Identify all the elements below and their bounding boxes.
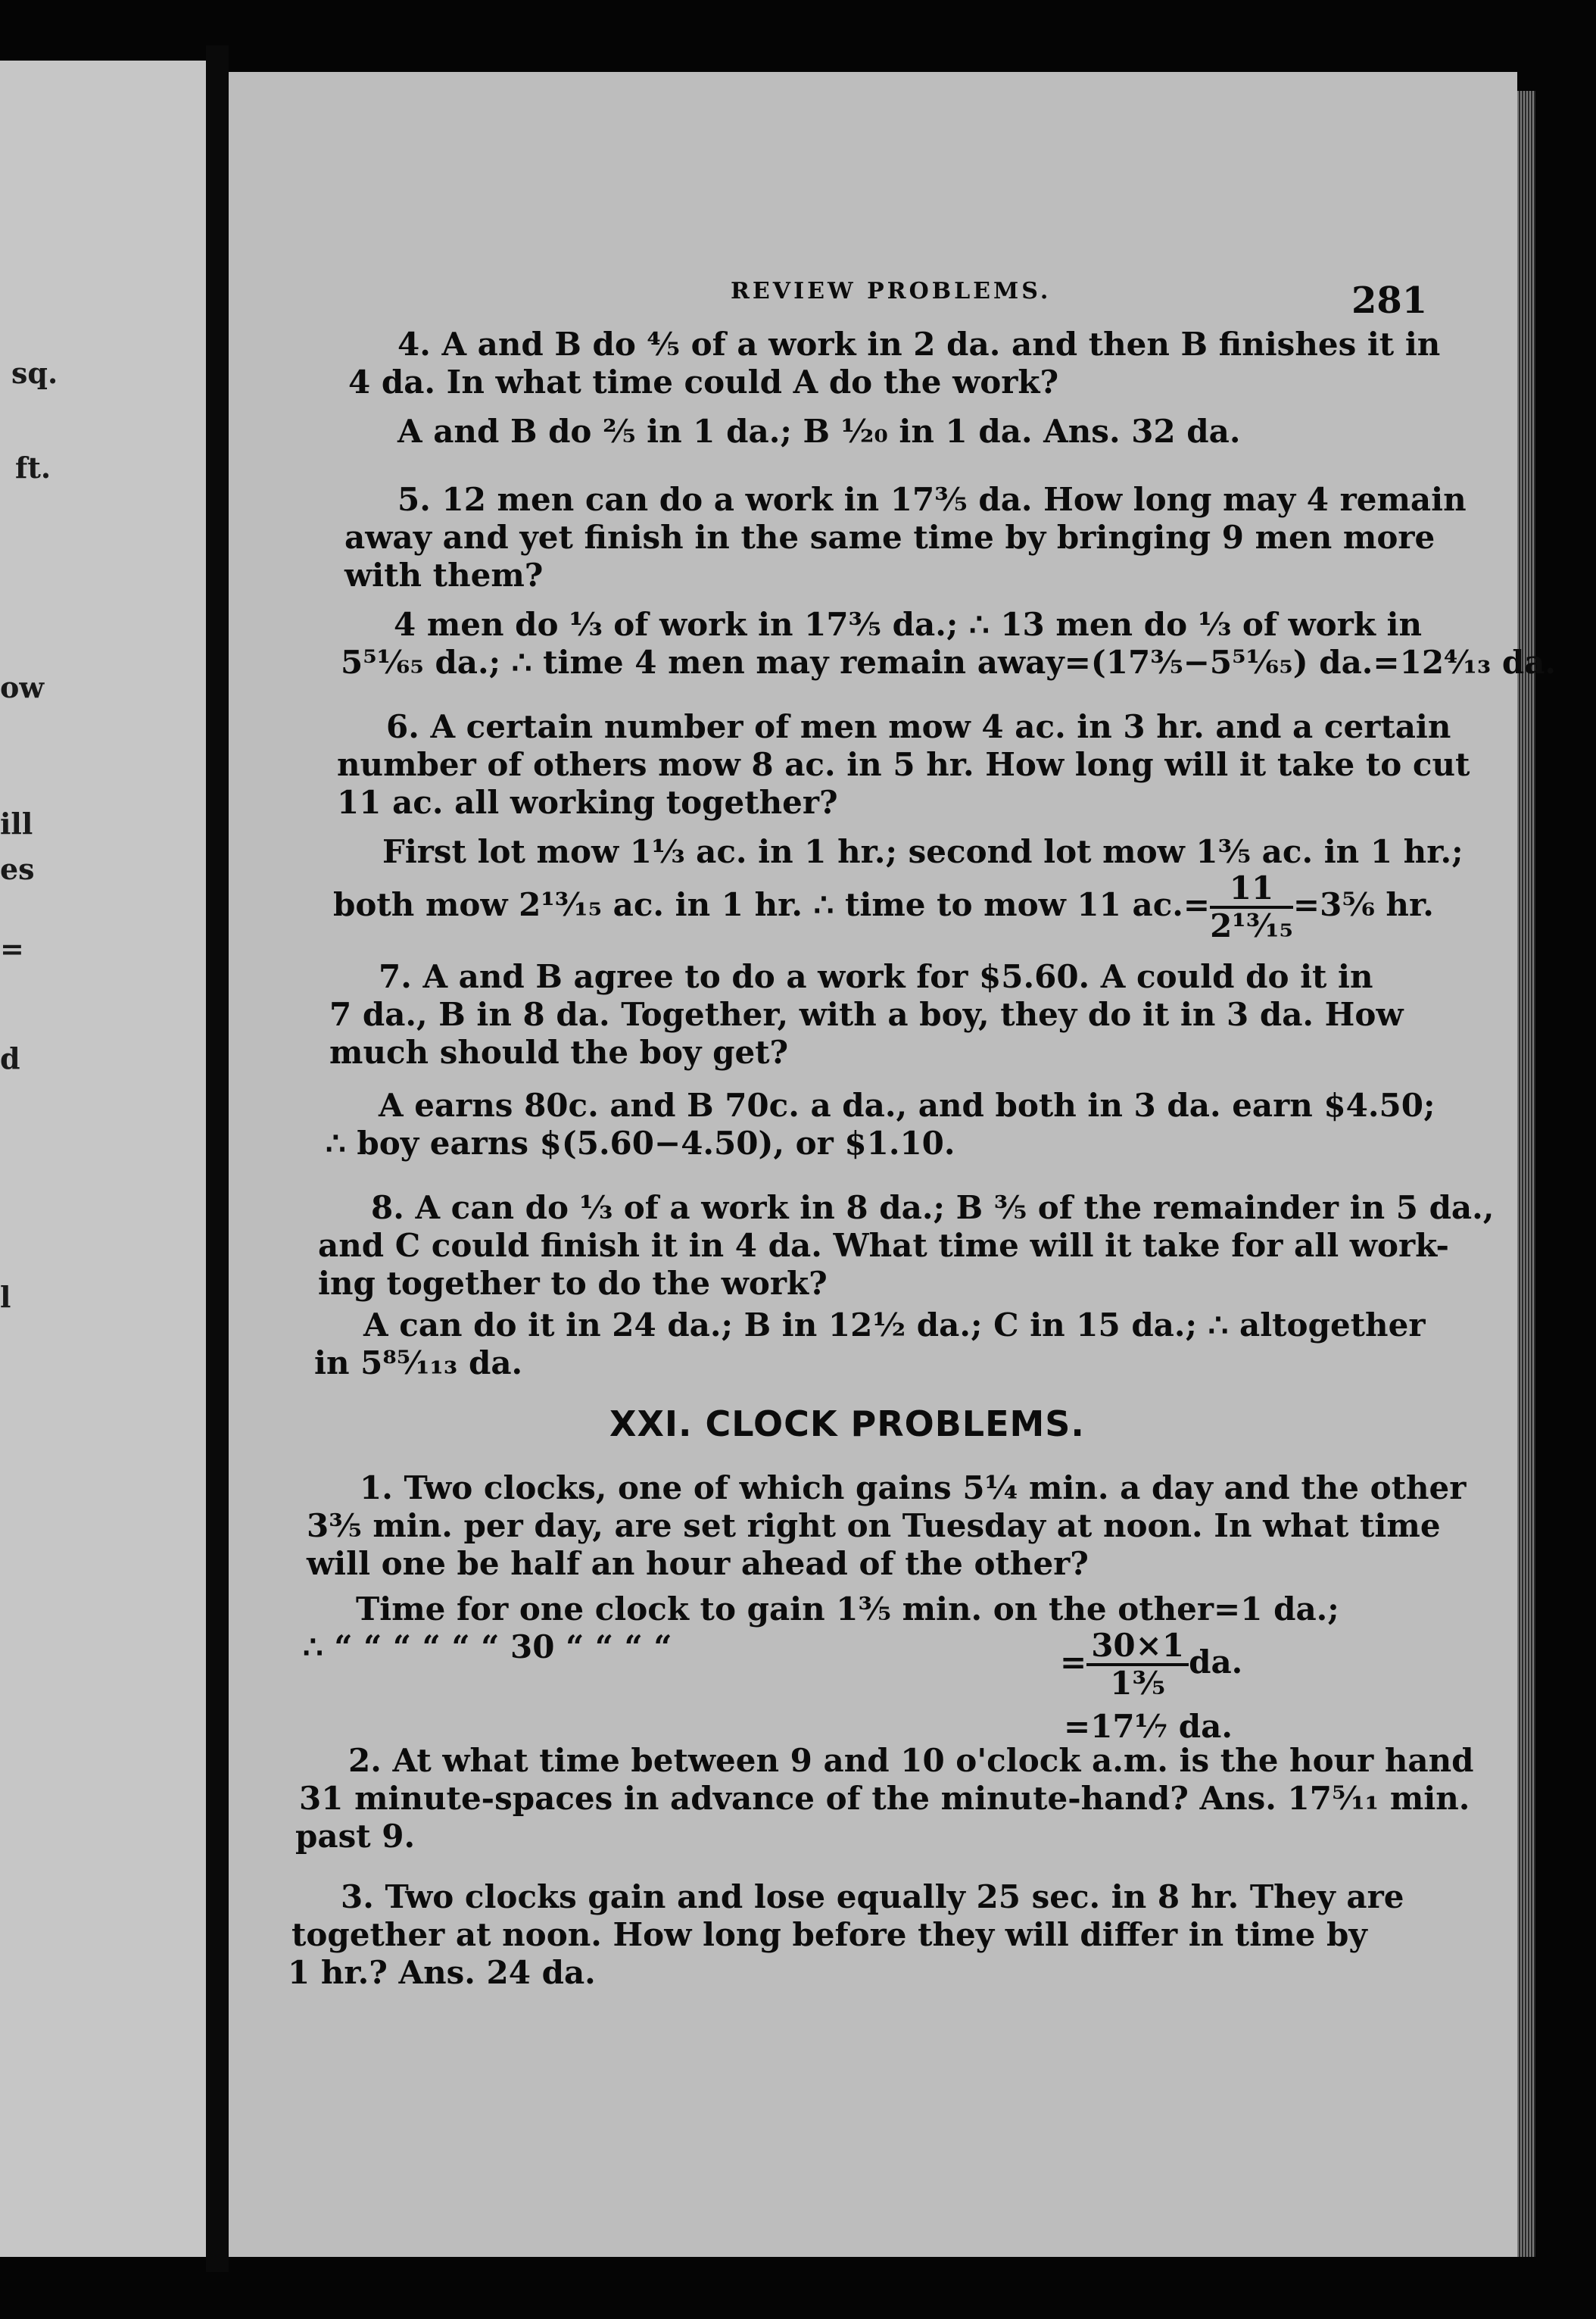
problem-6-line: 6. A certain number of men mow 4 ac. in 3 hr. and a certain	[386, 708, 1451, 745]
fraction-numerator: 30×1	[1086, 1628, 1189, 1666]
problem-7-line: much should the boy get?	[329, 1034, 789, 1071]
problem-4-answer: A and B do ⅖ in 1 da.; B ¹⁄₂₀ in 1 da. Ans. 32 da.	[397, 413, 1241, 450]
clock-problem-3-line: together at noon. How long before they will differ in time by	[291, 1916, 1367, 1953]
clock-problem-1-fraction-line	[1060, 1628, 1242, 1701]
left-page	[0, 61, 206, 2257]
fraction-numerator: 11	[1210, 871, 1293, 909]
page-number: 281	[1351, 279, 1428, 322]
problem-8-solution: A can do it in 24 da.; B in 12½ da.; C in 15 da.; ∴ altogether	[363, 1306, 1426, 1344]
clock-problem-1-solution: Time for one clock to gain 1⅗ min. on the other=1 da.;	[356, 1590, 1339, 1628]
problem-6-line: number of others mow 8 ac. in 5 hr. How long will it take to cut	[337, 746, 1470, 783]
problem-4-line: 4 da. In what time could A do the work?	[348, 364, 1059, 401]
problem-7-line: 7. A and B agree to do a work for $5.60. A could do it in	[379, 958, 1373, 995]
book-binding	[206, 45, 229, 2272]
left-fragment: ow	[0, 670, 45, 704]
fraction	[1210, 871, 1293, 944]
fraction-denominator: 1⅗	[1110, 1665, 1165, 1702]
problem-5-solution: 5⁵¹⁄₆₅ da.; ∴ time 4 men may remain away=(17⅗−5⁵¹⁄₆₅) da.=12⁴⁄₁₃ da.	[341, 644, 1557, 681]
clock-problem-2-line: 31 minute-spaces in advance of the minute-hand? Ans. 17⁵⁄₁₁ min.	[299, 1780, 1470, 1817]
left-fragment: ill	[0, 807, 33, 841]
problem-4-line: 4. A and B do ⅘ of a work in 2 da. and then B finishes it in	[397, 326, 1441, 363]
left-fragment: es	[0, 852, 35, 886]
problem-6-solution-fraction-line	[333, 871, 1434, 944]
clock-problem-1-line: 1. Two clocks, one of which gains 5¼ min. a day and the other	[360, 1469, 1467, 1506]
problem-5-solution: 4 men do ⅓ of work in 17⅗ da.; ∴ 13 men do ⅓ of work in	[394, 606, 1423, 643]
problem-5-line: with them?	[344, 557, 544, 594]
clock-problem-1-line: will one be half an hour ahead of the other?	[307, 1545, 1089, 1582]
left-fragment: =	[0, 932, 24, 966]
unit-label: da.	[1189, 1643, 1243, 1681]
fraction-denominator: 2¹³⁄₁₅	[1210, 907, 1293, 944]
clock-problem-1-line: 3⅗ min. per day, are set right on Tuesday at noon. In what time	[307, 1507, 1441, 1544]
fraction	[1086, 1628, 1189, 1701]
problem-7-line: 7 da., B in 8 da. Together, with a boy, they do it in 3 da. How	[329, 996, 1404, 1033]
left-fragment: l	[0, 1280, 11, 1314]
problem-6-result: =3⅚ hr.	[1292, 886, 1434, 923]
problem-7-solution: A earns 80c. and B 70c. a da., and both in 3 da. earn $4.50;	[379, 1087, 1435, 1124]
page-edges	[1517, 91, 1535, 2257]
problem-8-line: and C could finish it in 4 da. What time will it take for all work-	[318, 1227, 1449, 1264]
problem-6-solution-text: both mow 2¹³⁄₁₅ ac. in 1 hr. ∴ time to mow 11 ac.=	[333, 886, 1211, 923]
left-fragment: ft.	[15, 451, 51, 485]
section-title: XXI. CLOCK PROBLEMS.	[609, 1403, 1085, 1444]
equals-sign: =	[1060, 1643, 1087, 1681]
problem-6-solution: First lot mow 1⅓ ac. in 1 hr.; second lot mow 1⅗ ac. in 1 hr.;	[382, 833, 1464, 870]
left-fragment: d	[0, 1041, 20, 1075]
clock-problem-1-result: =17⅐ da.	[1064, 1708, 1233, 1745]
clock-problem-1-ditto-line: ∴ “ “ “ “ “ “ 30 “ “ “ “	[303, 1628, 672, 1665]
problem-7-solution: ∴ boy earns $(5.60−4.50), or $1.10.	[326, 1125, 955, 1162]
running-title: REVIEW PROBLEMS.	[731, 278, 1052, 304]
clock-problem-2-line: 2. At what time between 9 and 10 o'clock a.m. is the hour hand	[348, 1742, 1474, 1779]
left-fragment: sq.	[11, 356, 58, 390]
problem-5-line: away and yet finish in the same time by bringing 9 men more	[344, 519, 1435, 556]
problem-8-line: 8. A can do ⅓ of a work in 8 da.; B ⅗ of the remainder in 5 da.,	[371, 1189, 1495, 1226]
clock-problem-2-line: past 9.	[295, 1818, 416, 1855]
problem-8-line: ing together to do the work?	[318, 1265, 828, 1302]
problem-5-line: 5. 12 men can do a work in 17⅗ da. How long may 4 remain	[397, 481, 1467, 518]
clock-problem-3-line: 1 hr.? Ans. 24 da.	[288, 1954, 596, 1991]
problem-6-line: 11 ac. all working together?	[337, 784, 838, 821]
clock-problem-3-line: 3. Two clocks gain and lose equally 25 sec. in 8 hr. They are	[341, 1878, 1404, 1915]
problem-8-solution: in 5⁸⁵⁄₁₁₃ da.	[314, 1344, 523, 1381]
